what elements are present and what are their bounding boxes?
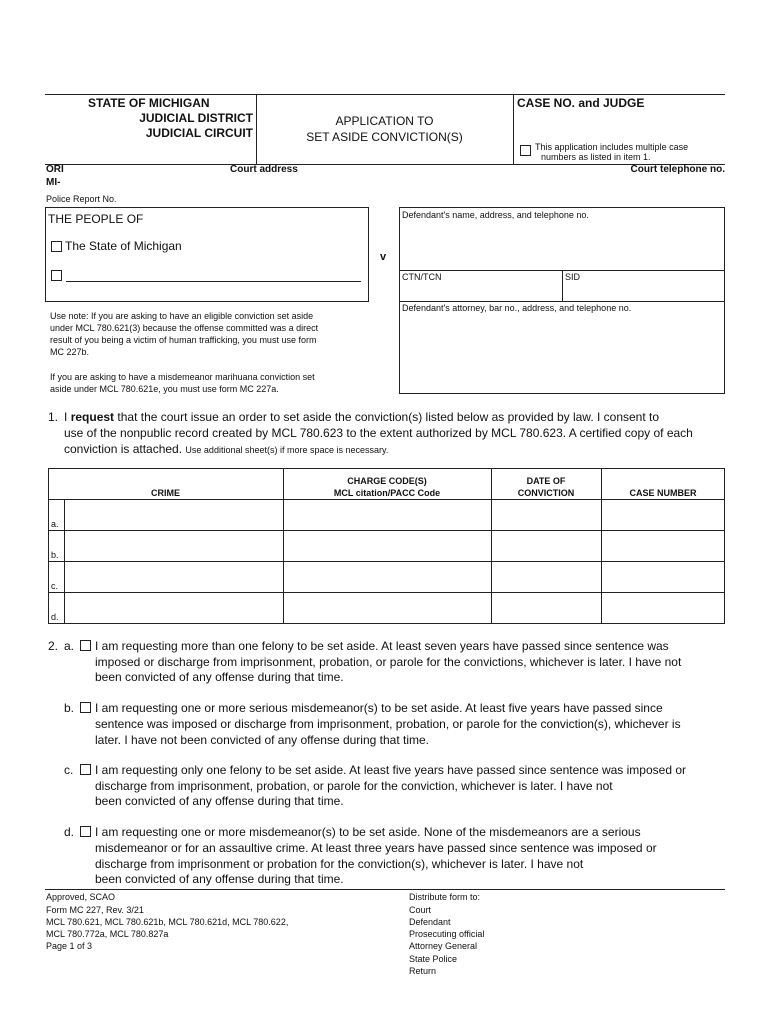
header-divider-left xyxy=(256,94,257,164)
distribute-state-police: State Police xyxy=(409,954,458,964)
item2d-label: d. xyxy=(64,825,75,839)
multiple-case-line2: numbers as listed in item 1. xyxy=(541,152,651,162)
header-divider-right xyxy=(513,94,514,164)
footer-mcl-line1: MCL 780.621, MCL 780.621b, MCL 780.621d, MCL 780.622, xyxy=(46,917,289,927)
district-label: JUDICIAL DISTRICT xyxy=(139,111,253,125)
table-row-label-b: b. xyxy=(51,550,59,560)
col-case-header: CASE NUMBER xyxy=(629,488,697,498)
ctn-sid-divider xyxy=(562,270,563,301)
item1-line3-small: Use additional sheet(s) if more space is necessary. xyxy=(185,445,389,455)
item2-number: 2. xyxy=(48,639,59,653)
item1-lead: I xyxy=(64,410,68,424)
multiple-case-line1: This application includes multiple case xyxy=(535,142,689,152)
people-of-label: THE PEOPLE OF xyxy=(48,212,144,226)
item2a-checkbox[interactable] xyxy=(80,640,91,651)
col-crime-header: CRIME xyxy=(151,488,180,498)
header-bottom-rule xyxy=(45,164,725,165)
footer-page: Page 1 of 3 xyxy=(46,941,93,951)
defendant-divider-2 xyxy=(399,301,725,302)
form-title-line2: SET ASIDE CONVICTION(S) xyxy=(306,130,463,144)
use-note-line3: result of you being a victim of human trafficking, you must use form xyxy=(50,335,317,345)
ori-label: ORI xyxy=(46,164,64,175)
state-of-michigan-checkbox[interactable] xyxy=(51,241,62,252)
state-of-michigan-option: The State of Michigan xyxy=(65,239,182,253)
item2c-line2: discharge from imprisonment, probation, or parole for the conviction, whichever is later. I have not xyxy=(95,779,613,793)
form-title-line1: APPLICATION TO xyxy=(335,114,434,128)
item2a-label: a. xyxy=(64,639,75,653)
marihuana-note-line2: aside under MCL 780.621e, you must use form MC 227a. xyxy=(50,384,279,394)
footer-approved: Approved, SCAO xyxy=(46,892,116,902)
item2b-line3: later. I have not been convicted of any offense during that time. xyxy=(95,733,429,747)
item1-line2: use of the nonpublic record created by MCL 780.623 to the extent authorized by MCL 780.623. A certified copy of each xyxy=(64,426,693,440)
distribute-return: Return xyxy=(409,966,437,976)
other-plaintiff-checkbox[interactable] xyxy=(51,270,62,281)
item2b-line1: I am requesting one or more serious misdemeanor(s) to be set aside. At least five years have passed since xyxy=(95,701,663,715)
item2d-line1: I am requesting one or more misdemeanor(s) to be set aside. None of the misdemeanors are a serious xyxy=(95,825,641,839)
item2d-line4: been convicted of any offense during that time. xyxy=(95,872,344,886)
item2a-line1: I am requesting more than one felony to be set aside. At least seven years have passed since sentence was xyxy=(95,639,669,653)
col-charge-header-line1: CHARGE CODE(S) xyxy=(347,476,427,486)
use-note-line4: MC 227b. xyxy=(50,347,90,357)
distribute-label: Distribute form to: xyxy=(409,892,481,902)
col-date-header-line1: DATE OF xyxy=(526,476,566,486)
use-note-line1: Use note: If you are asking to have an eligible conviction set aside xyxy=(50,311,314,321)
table-row-div-a xyxy=(48,530,725,531)
footer-form: Form MC 227, Rev. 3/21 xyxy=(46,905,144,915)
header-top-rule xyxy=(45,94,725,95)
item2d-checkbox[interactable] xyxy=(80,826,91,837)
footer-rule xyxy=(45,889,725,890)
distribute-attorney-general: Attorney General xyxy=(409,941,478,951)
item2b-checkbox[interactable] xyxy=(80,702,91,713)
table-row-div-header xyxy=(48,499,725,500)
table-row-label-c: c. xyxy=(51,581,59,591)
table-row-div-b xyxy=(48,561,725,562)
item2b-line2: sentence was imposed or discharge from imprisonment, probation, or parole for the conviction(s), whichever is xyxy=(95,717,681,731)
marihuana-note-line1: If you are asking to have a misdemeanor marihuana conviction set xyxy=(50,372,315,382)
attorney-label: Defendant's attorney, bar no., address, and telephone no. xyxy=(402,303,632,313)
distribute-prosecuting: Prosecuting official xyxy=(409,929,485,939)
court-address-label: Court address xyxy=(230,164,298,175)
item2c-line1: I am requesting only one felony to be set aside. At least five years have passed since sentence was imposed or xyxy=(95,763,687,777)
use-note-line2: under MCL 780.621(3) because the offense committed was a direct xyxy=(50,323,319,333)
defendant-label: Defendant's name, address, and telephone no. xyxy=(402,210,589,220)
item2a-line3: been convicted of any offense during that time. xyxy=(95,670,344,684)
court-phone-label: Court telephone no. xyxy=(630,164,725,175)
distribute-defendant: Defendant xyxy=(409,917,451,927)
item2c-checkbox[interactable] xyxy=(80,764,91,775)
footer-mcl-line2: MCL 780.772a, MCL 780.827a xyxy=(46,929,169,939)
versus-label: v xyxy=(380,251,387,263)
table-row-label-a: a. xyxy=(51,519,59,529)
item2a-line2: imposed or discharge from imprisonment, probation, or parole for the convictions, whichever is later. I have not xyxy=(95,655,682,669)
item1-line3 xyxy=(64,442,388,456)
item2c-line3: been convicted of any offense during that time. xyxy=(95,794,344,808)
table-row-div-c xyxy=(48,592,725,593)
item1-line1 xyxy=(64,410,659,424)
item1-number: 1. xyxy=(48,410,59,424)
col-date-header-line2: CONVICTION xyxy=(517,488,575,498)
item1-line3-text: conviction is attached. xyxy=(64,442,183,456)
item2d-line3: discharge from imprisonment or probation for the conviction(s), whichever is later. I have not xyxy=(95,857,584,871)
item1-line1-rest: that the court issue an order to set aside the conviction(s) listed below as provided by law. I consent to xyxy=(117,410,660,424)
item2d-line2: misdemeanor or for an assaultive crime. At least three years have passed since sentence was imposed or xyxy=(95,841,657,855)
ctn-label: CTN/TCN xyxy=(402,272,442,282)
circuit-label: JUDICIAL CIRCUIT xyxy=(145,126,253,140)
case-no-label: CASE NO. and JUDGE xyxy=(517,96,645,110)
item1-request-word: request xyxy=(70,410,115,424)
state-label: STATE OF MICHIGAN xyxy=(88,96,210,110)
sid-label: SID xyxy=(565,272,581,282)
multiple-case-checkbox[interactable] xyxy=(520,145,531,156)
distribute-court: Court xyxy=(409,905,432,915)
police-report-label: Police Report No. xyxy=(46,194,117,204)
col-charge-header-line2: MCL citation/PACC Code xyxy=(333,488,441,498)
other-plaintiff-line[interactable] xyxy=(66,281,361,282)
item2b-label: b. xyxy=(64,701,75,715)
table-row-label-d: d. xyxy=(51,612,59,622)
item2c-label: c. xyxy=(64,763,74,777)
mi-label: MI- xyxy=(46,177,61,188)
